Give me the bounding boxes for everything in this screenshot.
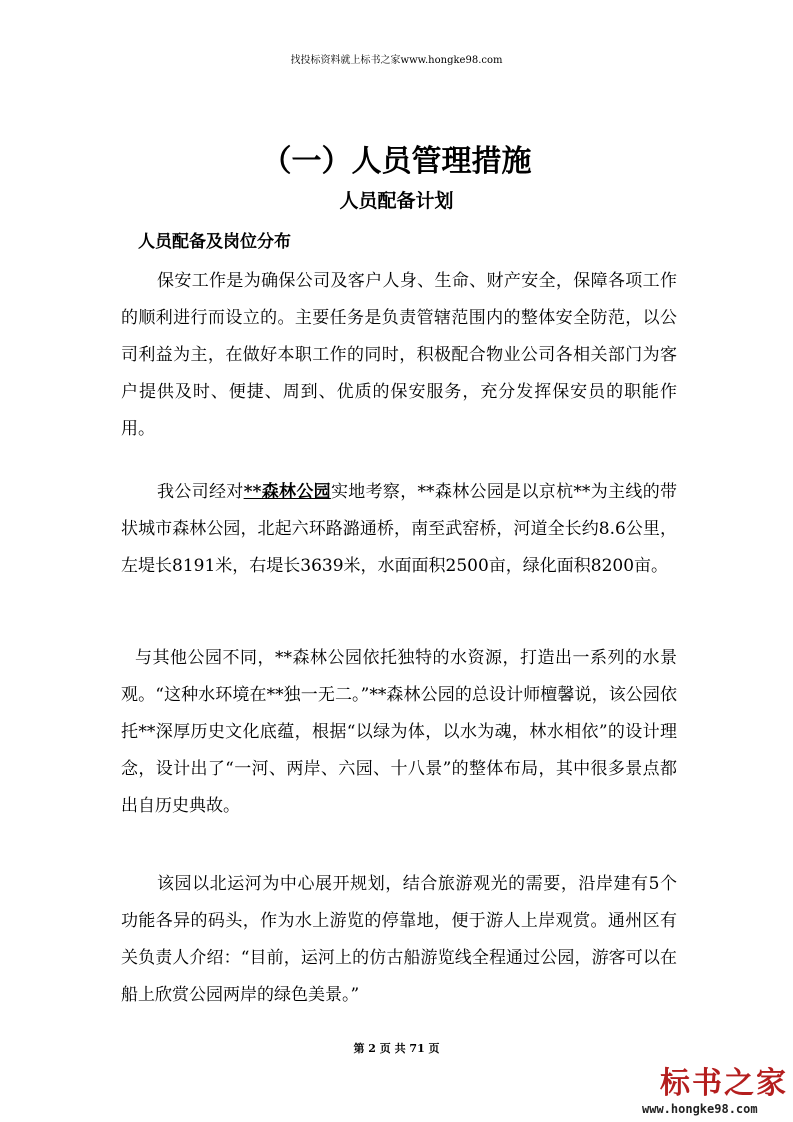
site-logo (640, 1066, 788, 1120)
page-number: 第 2 页 共 71 页 (353, 1042, 440, 1055)
page-subtitle: 人员配备计划 (339, 190, 454, 212)
logo-title: 标书之家 (660, 1066, 788, 1101)
paragraph-4: 该园以北运河为中心展开规划，结合旅游观光的需要，沿岸建有5个功能各异的码头，作为水上游览的停靠地，便于游人上岸观赏。通州区有关负责人介绍：“目前，运河上的仿古船游览线全程通过公园，游客可以在船上欣赏公园两岸的绿色美景。” (121, 874, 677, 1005)
paragraph-1: 保安工作是为确保公司及客户人身、生命、财产安全，保障各项工作的顺利进行而设立的。主要任务是负责管辖范围内的整体安全防范，以公司利益为主，在做好本职工作的同时，积极配合物业公司各相关部门为客户提供及时、便捷、周到、优质的保安服务，充分发挥保安员的职能作用。 (121, 271, 677, 439)
paragraph-3: 与其他公园不同，**森林公园依托独特的水资源，打造出一系列的水景观。“这种水环境在**独一无二。”**森林公园的总设计师檀馨说，该公园依托**深厚历史文化底蕴，根据“以绿为体，以水为魂，林水相依”的设计理念，设计出了“一河、两岸、六园、十八景”的整体布局，其中很多景点都出自历史典故。 (121, 648, 677, 816)
paragraph-2-body: 实地考察，**森林公园是以京杭**为主线的带状城市森林公园，北起六环路潞通桥，南至武窑桥，河道全长约8.6公里，左堤长8191米，右堤长3639米，水面面积2500亩，绿化面积8200亩。 (121, 482, 678, 576)
section-heading: 人员配备及岗位分布 (138, 232, 291, 252)
page-title: （一）人员管理措施 (261, 144, 532, 179)
page-header: 找投标资料就上标书之家www.hongke98.com (290, 55, 503, 66)
paragraph-2-lead: 我公司经对 (157, 482, 244, 502)
logo-url: www.hongke98.com (642, 1102, 758, 1116)
park-name-emphasis: **森林公园 (243, 482, 331, 502)
paragraph-2 (121, 474, 677, 585)
